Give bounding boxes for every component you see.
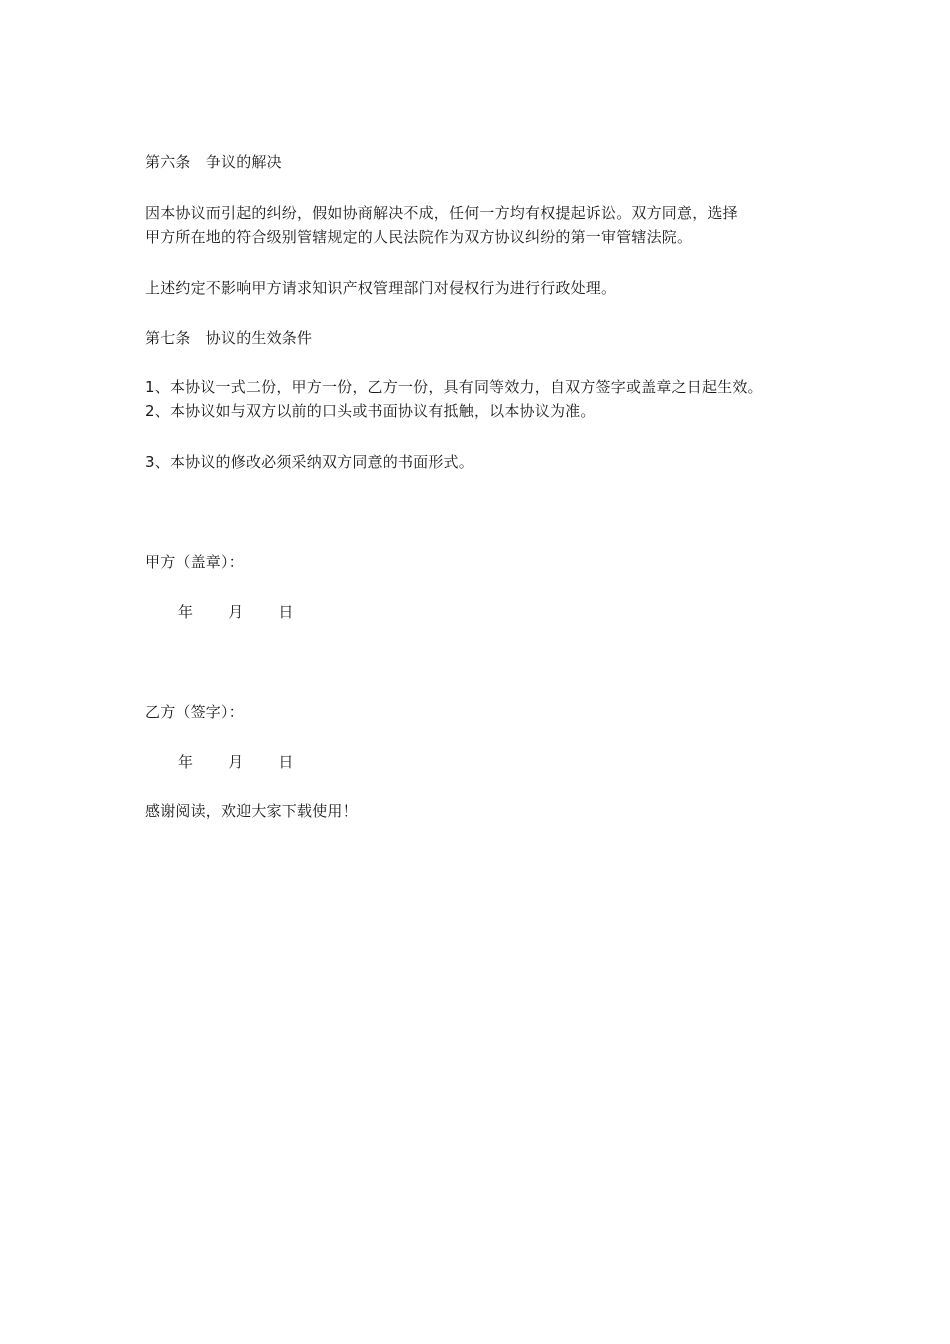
article6-heading: 第六条 争议的解决 xyxy=(145,153,282,171)
closing-note: 感谢阅读，欢迎大家下载使用！ xyxy=(145,802,358,820)
party-b-month: 月 xyxy=(228,753,244,771)
article7-item2: 2、本协议如与双方以前的口头或书面协议有抵触，以本协议为准。 xyxy=(145,402,596,420)
party-b-day: 日 xyxy=(278,753,294,771)
party-a-day: 日 xyxy=(278,603,294,621)
party-a-label: 甲方（盖章）： xyxy=(145,553,244,571)
article7-heading: 第七条 协议的生效条件 xyxy=(145,329,313,347)
article7-item3: 3、本协议的修改必须采纳双方同意的书面形式。 xyxy=(145,453,474,471)
party-a-date xyxy=(145,602,294,622)
party-a-year: 年 xyxy=(178,603,194,621)
article6-paragraph2: 上述约定不影响甲方请求知识产权管理部门对侵权行为进行行政处理。 xyxy=(145,279,617,297)
party-b-year: 年 xyxy=(178,753,194,771)
article6-paragraph1-line2: 甲方所在地的符合级别管辖规定的人民法院作为双方协议纠纷的第一审管辖法院。 xyxy=(145,228,693,246)
party-a-month: 月 xyxy=(228,603,244,621)
party-b-date xyxy=(145,752,294,772)
party-b-label: 乙方（签字）： xyxy=(145,703,244,721)
article7-item1: 1、本协议一式二份，甲方一份，乙方一份，具有同等效力，自双方签字或盖章之日起生效。 xyxy=(145,378,763,396)
article6-paragraph1-line1: 因本协议而引起的纠纷，假如协商解决不成，任何一方均有权提起诉讼。双方同意，选择 xyxy=(145,204,738,222)
